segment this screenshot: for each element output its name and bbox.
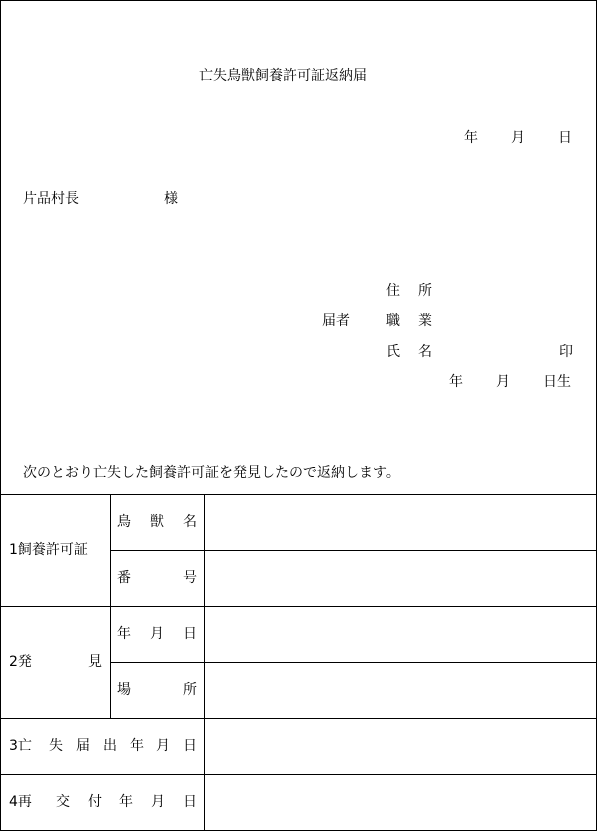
discovery-date-value[interactable] [212,626,588,642]
addressee-honorific: 様 [164,191,178,207]
occupation-label-1: 職 [386,313,400,329]
seal-mark: 印 [559,344,573,360]
table-row-divider [1,774,596,775]
loss-report-date-value[interactable] [212,738,588,754]
section1-label: 1飼養許可証 [9,542,88,558]
reissue-date-value[interactable] [212,794,588,810]
table-column-divider [204,494,205,830]
section4-label-6: 日 [183,794,197,810]
section3-label-2: 失 [49,738,63,754]
section3-label-7: 日 [183,738,197,754]
section4-label-5: 月 [151,794,165,810]
name-label-2: 名 [418,344,432,360]
birth-day: 日生 [543,374,571,390]
table-row-divider [1,718,596,719]
section2-label-1: 2発 [9,654,32,670]
date-day: 日 [558,130,572,146]
section3-label-3: 届 [76,738,90,754]
number-value[interactable] [212,570,588,586]
animal-name-label-1: 鳥 [117,514,131,530]
address-label-1: 住 [386,283,400,299]
section3-label-1: 3亡 [9,738,32,754]
occupation-label-2: 業 [418,313,432,329]
animal-name-label-2: 獣 [150,514,164,530]
animal-name-label-3: 名 [183,514,197,530]
birth-month: 月 [496,374,510,390]
birth-year: 年 [449,374,463,390]
table-row-divider [1,606,596,607]
section3-label-5: 年 [130,738,144,754]
discovery-date-label-3: 日 [183,626,197,642]
applicant-label: 届者 [322,313,350,329]
address-label-2: 所 [418,283,432,299]
number-label-2: 号 [183,570,197,586]
table-row-divider [111,662,596,663]
section4-label-2: 交 [56,794,70,810]
statement-text: 次のとおり亡失した飼養許可証を発見したので返納します。 [23,465,400,481]
discovery-place-value[interactable] [212,682,588,698]
discovery-date-label-2: 月 [150,626,164,642]
date-year: 年 [464,130,478,146]
section3-label-4: 出 [103,738,117,754]
date-month: 月 [511,130,525,146]
addressee-name: 片品村長 [23,191,79,207]
section4-label-1: 4再 [9,794,32,810]
form-title: 亡失鳥獣飼養許可証返納届 [199,68,367,84]
section4-label-3: 付 [88,794,102,810]
section3-label-6: 月 [156,738,170,754]
table-column-divider [110,494,111,718]
section2-label-2: 見 [88,654,102,670]
table-row-divider [111,550,596,551]
discovery-place-label-1: 場 [117,682,131,698]
animal-name-value[interactable] [212,514,588,530]
table-top-border [1,494,596,495]
number-label-1: 番 [117,570,131,586]
name-label-1: 氏 [386,344,400,360]
discovery-place-label-2: 所 [183,682,197,698]
section4-label-4: 年 [119,794,133,810]
discovery-date-label-1: 年 [117,626,131,642]
